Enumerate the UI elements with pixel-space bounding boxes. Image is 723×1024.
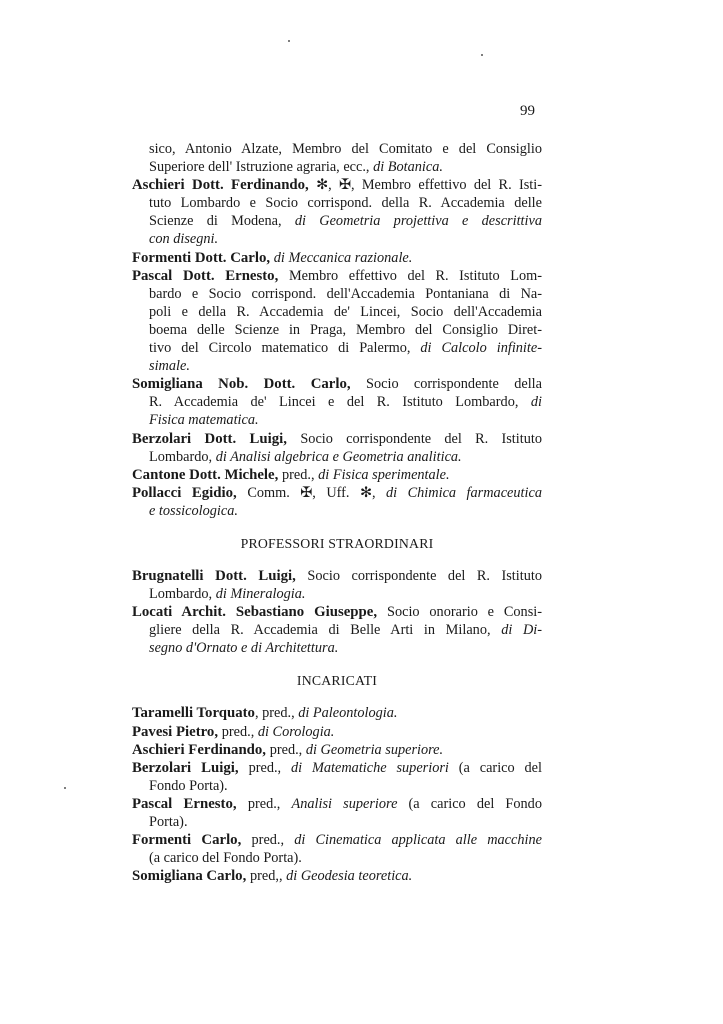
person-name: Berzolari Luigi, xyxy=(132,759,249,776)
description-text: ✻, ✠, Membro effettivo del R. Isti- xyxy=(316,177,542,194)
text-line xyxy=(132,813,542,831)
person-name: Berzolari Dott. Luigi, xyxy=(132,430,301,447)
person-name: Somigliana Nob. Dott. Carlo, xyxy=(132,376,367,393)
faculty-entry xyxy=(132,466,542,484)
person-name: Pavesi Pietro, xyxy=(132,723,222,740)
text-line xyxy=(132,502,542,520)
person-name: Formenti Dott. Carlo, xyxy=(132,249,274,266)
text-line xyxy=(132,603,542,621)
subject-text: di Di- xyxy=(501,622,542,639)
text-line xyxy=(132,230,542,248)
description-text: tivo del Circolo matematico di Palermo, xyxy=(149,340,421,357)
text-line xyxy=(132,621,542,639)
text-line xyxy=(132,393,542,411)
subject-text: di Geometria projettiva e descrittiva xyxy=(294,213,542,230)
text-line xyxy=(132,158,542,176)
description-text: Socio corrispondente del R. Istituto xyxy=(307,567,542,584)
person-name: Pascal Ernesto, xyxy=(132,795,248,812)
faculty-entry xyxy=(132,741,542,759)
text-line xyxy=(132,741,542,759)
subject-text: Analisi superiore xyxy=(291,795,409,812)
text-line xyxy=(132,567,542,585)
description-text: Superiore dell' Istruzione agraria, ecc., xyxy=(149,159,374,176)
faculty-entry xyxy=(132,267,542,376)
faculty-entry xyxy=(132,603,542,657)
faculty-entry xyxy=(132,176,542,248)
subject-text: di Mineralogia. xyxy=(215,586,306,603)
person-name: Formenti Carlo, xyxy=(132,832,252,849)
description-text: Socio onorario e Consi- xyxy=(387,604,542,621)
faculty-entry xyxy=(132,249,542,267)
faculty-entry xyxy=(132,759,542,795)
description-text: pred., xyxy=(251,832,295,849)
description-text: R. Accademia de' Lincei e del R. Istituto Lombardo, xyxy=(149,394,531,411)
text-line xyxy=(132,140,542,158)
text-line xyxy=(132,176,542,194)
person-name: Locati Archit. Sebastiano Giuseppe, xyxy=(132,604,387,621)
description-text: sico, Antonio Alzate, Membro del Comitato e del Consiglio xyxy=(149,141,542,157)
person-name: Pollacci Egidio, xyxy=(132,484,248,501)
description-text: Membro effettivo del R. Istituto Lom- xyxy=(288,267,542,284)
person-name: Taramelli Torquato xyxy=(132,705,255,722)
text-line xyxy=(132,777,542,795)
text-line xyxy=(132,466,542,484)
text-line xyxy=(132,357,542,375)
text-line xyxy=(132,759,542,777)
description-text: Socio corrispondente del R. Istituto xyxy=(300,430,542,447)
section-heading: INCARICATI xyxy=(296,673,378,689)
subject-text: Fisica matematica. xyxy=(149,412,259,429)
faculty-entry xyxy=(132,723,542,741)
text-line xyxy=(132,339,542,357)
subject-text: di Calcolo infinite- xyxy=(420,340,542,357)
faculty-entry xyxy=(132,867,542,885)
person-name: Aschieri Dott. Ferdinando, xyxy=(132,177,317,194)
description-text: pred., xyxy=(247,795,292,812)
description-text: poli e della R. Accademia de' Lincei, Socio dell'Accademia xyxy=(149,303,542,320)
text-line xyxy=(132,795,542,813)
subject-text: di Meccanica razionale. xyxy=(273,249,413,266)
person-name: Somigliana Carlo, xyxy=(132,868,250,885)
scan-speck xyxy=(64,787,66,789)
description-text: bardo e Socio corrispond. dell'Accademia Pontaniana di Na- xyxy=(149,285,542,302)
scan-speck xyxy=(288,40,290,42)
scan-speck xyxy=(481,54,483,56)
text-line xyxy=(132,194,542,212)
subject-text: segno d'Ornato e di Architettura. xyxy=(149,640,339,657)
description-text: pred,, xyxy=(249,868,287,885)
subject-text: di Geodesia teoretica. xyxy=(286,868,413,885)
subject-text: simale. xyxy=(149,358,190,375)
person-name: Aschieri Ferdinando, xyxy=(132,741,270,758)
description-text: pred., xyxy=(269,741,306,758)
description-text: Scienze di Modena, xyxy=(149,213,295,230)
person-name: Brugnatelli Dott. Luigi, xyxy=(132,567,308,584)
description-text: boema delle Scienze in Praga, Membro del Consiglio Diret- xyxy=(149,321,542,338)
description-text: pred., xyxy=(248,759,291,776)
text-line xyxy=(132,704,542,722)
text-line xyxy=(132,430,542,448)
text-line xyxy=(132,285,542,303)
description-text: (a carico del xyxy=(458,759,542,776)
subject-text: di Corologia. xyxy=(257,723,335,740)
subject-text: di Paleontologia. xyxy=(298,705,398,722)
description-text: Lombardo, xyxy=(149,448,216,465)
text-line xyxy=(132,849,542,867)
faculty-entry xyxy=(132,375,542,429)
text-line xyxy=(132,723,542,741)
section-heading: PROFESSORI STRAORDINARI xyxy=(240,535,434,551)
description-text: gliere della R. Accademia di Belle Arti in Milano, xyxy=(149,622,502,639)
description-text: Socio corrispondente della xyxy=(366,376,542,393)
text-line xyxy=(132,831,542,849)
faculty-entry xyxy=(132,567,542,603)
description-text: Lombardo, xyxy=(149,586,216,603)
description-text: Fondo Porta). xyxy=(149,777,228,794)
subject-text: di Analisi algebrica e Geometria analitica. xyxy=(215,448,462,465)
text-line xyxy=(132,303,542,321)
description-text: Comm. ✠, Uff. ✻, xyxy=(247,484,387,501)
subject-text: di Chimica farmaceutica xyxy=(386,484,542,501)
description-text: , pred., xyxy=(254,705,299,722)
text-line xyxy=(132,375,542,393)
description-text: (a carico del Fondo xyxy=(408,795,542,812)
person-name: Pascal Dott. Ernesto, xyxy=(132,267,289,284)
text-line xyxy=(132,448,542,466)
subject-text: e tossicologica. xyxy=(149,502,238,519)
text-line xyxy=(132,867,542,885)
faculty-entry xyxy=(132,795,542,831)
text-line xyxy=(132,267,542,285)
subject-text: di Matematiche superiori xyxy=(290,759,459,776)
subject-text: di Cinematica applicata alle macchine xyxy=(294,832,542,849)
faculty-entry xyxy=(132,484,542,520)
description-text: Porta). xyxy=(149,814,188,830)
subject-text: di Geometria superiore. xyxy=(305,741,444,758)
description-text: (a carico del Fondo Porta). xyxy=(149,850,302,867)
description-text: pred., xyxy=(221,723,258,740)
text-line xyxy=(132,212,542,230)
text-line xyxy=(132,484,542,502)
document-body xyxy=(132,140,542,885)
text-line xyxy=(132,585,542,603)
person-name: Cantone Dott. Michele, xyxy=(132,466,282,483)
text-line xyxy=(132,639,542,657)
subject-text: di xyxy=(530,394,542,411)
subject-text: di Fisica sperimentale. xyxy=(318,466,450,483)
text-line xyxy=(132,321,542,339)
faculty-entry xyxy=(132,430,542,466)
faculty-entry xyxy=(132,831,542,867)
faculty-entry xyxy=(132,140,542,176)
page-number: 99 xyxy=(520,103,535,119)
faculty-entry xyxy=(132,704,542,722)
text-line xyxy=(132,411,542,429)
subject-text: con disegni. xyxy=(149,231,219,248)
subject-text: di Botanica. xyxy=(373,159,443,176)
text-line xyxy=(132,249,542,267)
description-text: pred., xyxy=(282,466,319,483)
description-text: tuto Lombardo e Socio corrispond. della R. Accademia delle xyxy=(149,195,542,212)
